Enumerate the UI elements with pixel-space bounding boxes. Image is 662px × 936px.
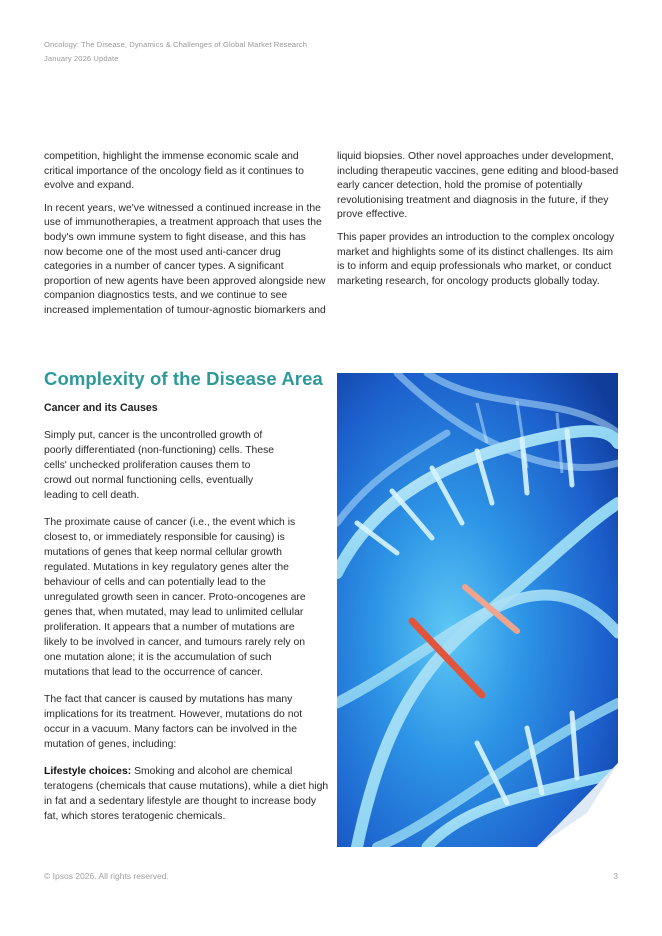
- section-title: Complexity of the Disease Area: [44, 368, 323, 389]
- header-date: January 2026 Update: [44, 54, 119, 63]
- lifestyle-text: Smoking and alcohol are chemical teratogens (chemicals that cause mutations), while a diet high in fat and a sedentary lifestyle are thought to increase body fat, which stores teratogenic chemicals.: [44, 766, 329, 822]
- intro-right-paragraph-1: liquid biopsies. Other novel approaches under development, including therapeutic vaccines, gene editing and blood-based early cancer detection, hold the promise of potentially revolutionising treatment and diagnosis in the future, if they prove effective.: [337, 151, 619, 221]
- body-paragraph-3: The fact that cancer is caused by mutations has many implications for its treatment. However, mutations do not occur in a vacuum. Many factors can be involved in the mutation of genes, including:: [44, 694, 303, 750]
- intro-left-column: [44, 150, 326, 327]
- intro-left-paragraph-2: In recent years, we've witnessed a continued increase in the use of immunotherapies, a treatment approach that uses the body's own immune system to fight disease, and this has now become one of the most used anti-cancer drug categories in a number of cancer types. A significant proportion of new agents have been approved alongside new companion diagnostics tests, and we continue to see increased implementation of tumour-agnostic biomarkers and: [44, 202, 326, 316]
- body-paragraph-4: [44, 764, 329, 824]
- lifestyle-label: Lifestyle choices:: [44, 766, 132, 777]
- section-body: [44, 428, 329, 836]
- intro-left-paragraph-1: competition, highlight the immense economic scale and critical importance of the oncology field as it continues to evolve and expand.: [44, 151, 304, 192]
- dna-helix-image: [337, 373, 618, 847]
- running-header: [44, 38, 307, 66]
- footer-copyright: © Ipsos 2026. All rights reserved.: [44, 871, 169, 881]
- intro-right-paragraph-2: This paper provides an introduction to the complex oncology market and highlights some of its distinct challenges. Its aim is to inform and equip professionals who market, or conduct marketing research, for oncology products globally today.: [337, 231, 615, 287]
- section-subtitle: Cancer and its Causes: [44, 402, 158, 414]
- body-paragraph-2: The proximate cause of cancer (i.e., the event which is closest to, or immediately responsible for causing) is mutations of genes that keep normal cellular growth regulated. Mutations in key regulatory genes alter the behaviour of cells and can potentially lead to the unregulated growth seen in cancer. Proto-oncogenes are genes that, when mutated, may lead to unlimited cellular proliferation. It appears that a number of mutations are likely to be involved in cancer, and tumours rarely rely on one mutation alone; it is the accumulation of such mutations that lead to the occurrence of cancer.: [44, 517, 306, 678]
- page-number: 3: [613, 871, 618, 881]
- header-title: Oncology: The Disease, Dynamics & Challenges of Global Market Research: [44, 40, 308, 49]
- intro-right-column: [337, 150, 619, 297]
- body-paragraph-1: Simply put, cancer is the uncontrolled growth of poorly differentiated (non-functioning) cells. These cells' unchecked proliferation causes them to crowd out normal functioning cells, eventually leading to cell death.: [44, 430, 275, 501]
